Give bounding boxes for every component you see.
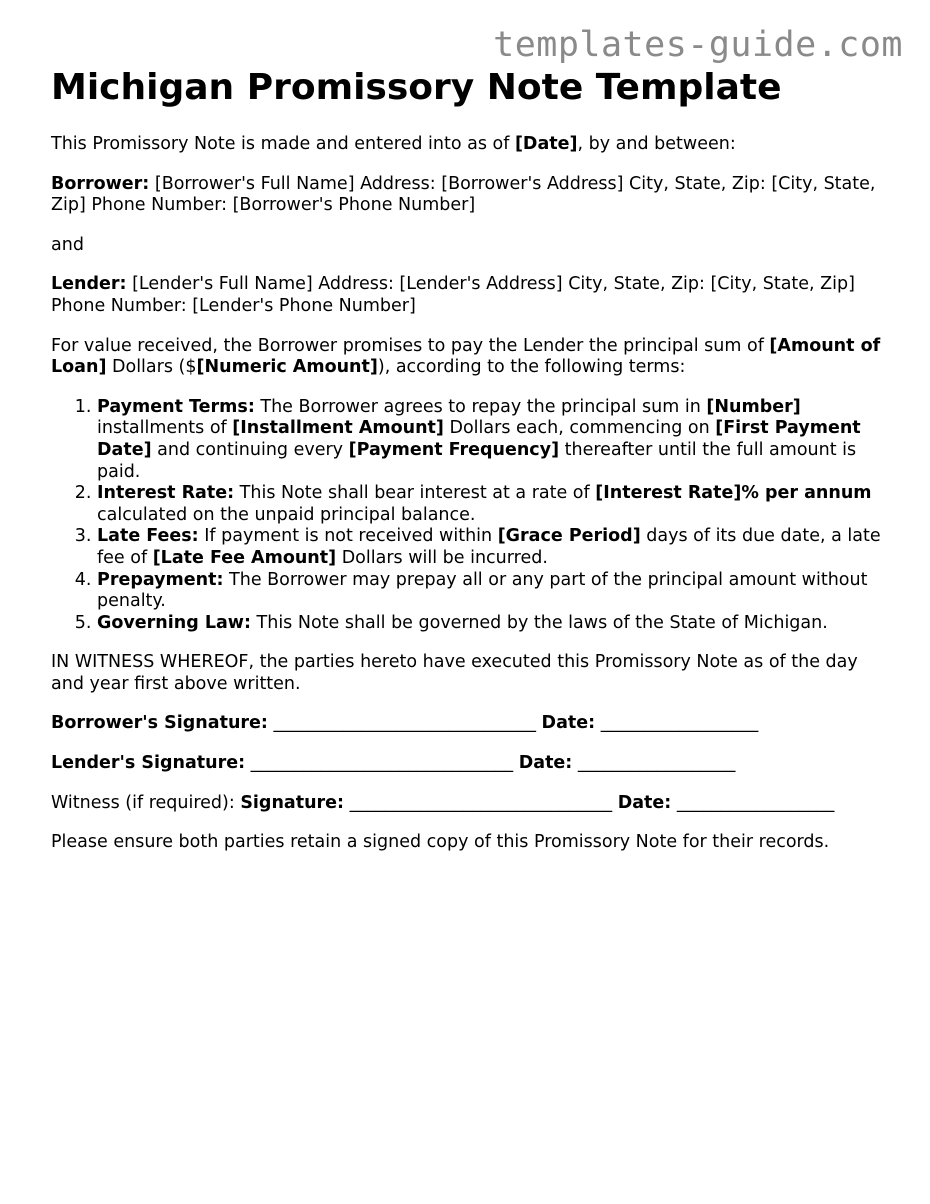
date-placeholder: [Date] <box>514 134 578 154</box>
borrower-date-label: Date: <box>541 713 596 734</box>
term-text: and continuing every <box>151 439 349 460</box>
borrower-signature-row <box>51 713 881 735</box>
and-text: and <box>51 234 84 255</box>
value-text-1: For value received, the Borrower promises to pay the Lender the principal sum of <box>51 335 770 356</box>
term-late-fees <box>97 526 881 569</box>
intro-paragraph <box>51 134 881 156</box>
lender-signature-label: Lender's Signature: <box>51 753 246 774</box>
term-text: The Borrower agrees to repay the principal sum in <box>254 396 707 417</box>
term-label: Interest Rate: <box>97 483 235 504</box>
value-text-2: Dollars ($ <box>106 357 197 378</box>
term-placeholder: [Late Fee Amount] <box>152 547 337 568</box>
document <box>51 68 881 854</box>
term-placeholder: [Installment Amount] <box>232 418 444 439</box>
lender-signature-line: ______________________________ <box>245 753 519 774</box>
borrower-paragraph <box>51 174 881 217</box>
watermark: templates-guide.com <box>493 25 903 65</box>
term-text: calculated on the unpaid principal balance. <box>97 504 476 525</box>
terms-list <box>51 397 881 635</box>
term-placeholder: [Grace Period] <box>497 526 641 547</box>
term-placeholder: [Number] <box>706 396 801 417</box>
intro-text: This Promissory Note is made and entered into as of <box>51 134 515 154</box>
borrower-signature-line: ______________________________ <box>267 713 542 734</box>
lender-signature-row <box>51 753 881 775</box>
witness-date-label: Date: <box>617 792 672 813</box>
term-text: installments of <box>97 418 233 439</box>
borrower-date-line: __________________ <box>595 713 759 734</box>
term-placeholder: [First Payment Date] <box>97 418 861 460</box>
term-text: If payment is not received within <box>198 526 498 547</box>
numeric-amount-placeholder: [Numeric Amount] <box>196 357 378 378</box>
lender-date-label: Date: <box>518 753 573 774</box>
witness-signature-label: Signature: <box>240 792 345 813</box>
term-label: Governing Law: <box>97 612 251 633</box>
term-text: The Borrower may prepay all or any part of the principal amount without penalty. <box>97 569 868 612</box>
term-label: Late Fees: <box>97 526 199 547</box>
borrower-label: Borrower: <box>51 173 150 194</box>
term-placeholder: [Interest Rate]% per annum <box>595 483 872 504</box>
borrower-signature-label: Borrower's Signature: <box>51 713 268 734</box>
lender-paragraph <box>51 274 881 317</box>
term-label: Prepayment: <box>97 569 224 590</box>
term-text: thereafter until the full amount is paid. <box>97 439 857 482</box>
intro-text-end: , by and between: <box>577 134 736 154</box>
witness-prefix: Witness (if required): <box>51 792 241 813</box>
term-interest-rate <box>97 483 881 526</box>
value-text-3: ), according to the following terms: <box>377 357 686 378</box>
term-text: This Note shall bear interest at a rate of <box>234 483 596 504</box>
page-title: Michigan Promissory Note Template <box>51 67 782 108</box>
witness-paragraph: IN WITNESS WHEREOF, the parties hereto have executed this Promissory Note as of the day and year first above written. <box>51 652 858 694</box>
term-governing-law <box>97 613 881 635</box>
witness-signature-row <box>51 793 881 815</box>
term-text: Dollars will be incurred. <box>336 547 548 568</box>
lender-details: [Lender's Full Name] Address: [Lender's Address] City, State, Zip: [City, State, Zip] Phone Number: [Lender's Phone Number] <box>51 274 855 316</box>
lender-date-line: __________________ <box>572 753 736 774</box>
witness-signature-line: ______________________________ <box>344 792 618 813</box>
term-text: days of its due date, a late fee of <box>97 526 881 568</box>
witness-date-line: __________________ <box>671 792 835 813</box>
term-text: This Note shall be governed by the laws of the State of Michigan. <box>250 612 828 633</box>
lender-label: Lender: <box>51 274 127 295</box>
term-payment-terms <box>97 397 881 483</box>
term-text: Dollars each, commencing on <box>443 418 716 439</box>
term-placeholder: [Payment Frequency] <box>348 439 560 460</box>
closing-paragraph: Please ensure both parties retain a signed copy of this Promissory Note for their records. <box>51 832 830 853</box>
borrower-details: [Borrower's Full Name] Address: [Borrower's Address] City, State, Zip: [City, State, Zip] Phone Number: [Borrower's Phone Number] <box>51 173 876 216</box>
term-label: Payment Terms: <box>97 396 255 417</box>
term-prepayment <box>97 570 881 613</box>
value-paragraph <box>51 336 881 379</box>
loan-amount-placeholder: [Amount of Loan] <box>51 335 881 378</box>
